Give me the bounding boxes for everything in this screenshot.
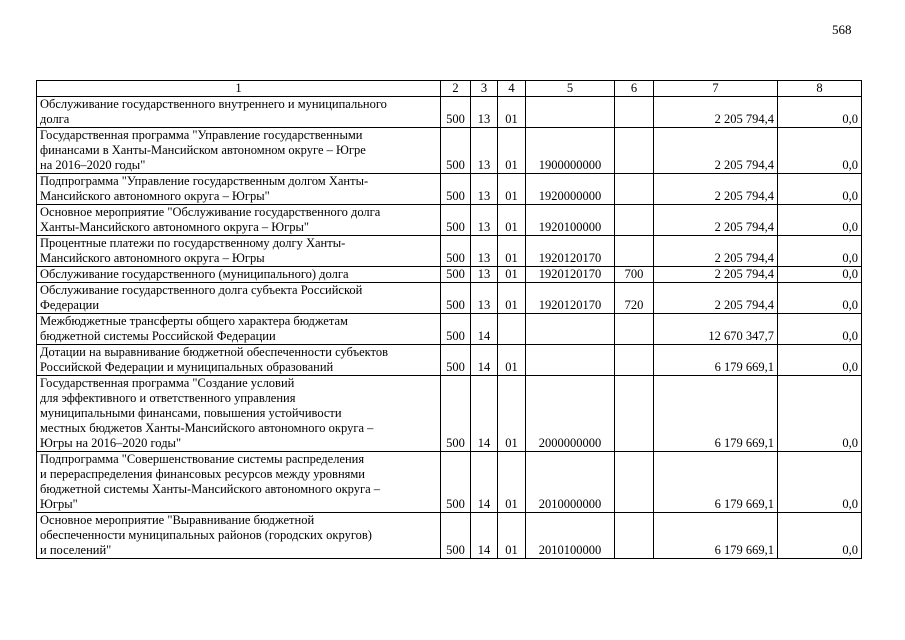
cell-code-2: 500 bbox=[441, 236, 471, 267]
col-header: 4 bbox=[498, 81, 526, 97]
cell-code-3: 13 bbox=[471, 283, 498, 314]
row-name: Основное мероприятие "Обслуживание государственного долга Ханты-Мансийского автономного округа – Югры" bbox=[37, 205, 441, 236]
row-name: Государственная программа "Создание условий для эффективного и ответственного управления муниципальными финансами, повышения устойчивости местных бюджетов Ханты-Мансийского автономного округа – Югры на 2016–2020 годы" bbox=[37, 376, 441, 452]
budget-table bbox=[36, 80, 862, 559]
cell-code-5: 1920000000 bbox=[526, 174, 615, 205]
cell-code-5: 1920120170 bbox=[526, 236, 615, 267]
cell-amount-8: 0,0 bbox=[778, 128, 862, 174]
cell-amount: 2 205 794,4 bbox=[654, 283, 778, 314]
table-row bbox=[37, 376, 862, 452]
cell-code-5: 2000000000 bbox=[526, 376, 615, 452]
row-name: Обслуживание государственного внутреннего и муниципального долга bbox=[37, 97, 441, 128]
cell-code-3: 14 bbox=[471, 314, 498, 345]
cell-code-6 bbox=[615, 97, 654, 128]
table-row bbox=[37, 345, 862, 376]
table-body bbox=[37, 97, 862, 559]
table-row bbox=[37, 128, 862, 174]
cell-code-2: 500 bbox=[441, 267, 471, 283]
cell-amount-8: 0,0 bbox=[778, 283, 862, 314]
cell-amount: 2 205 794,4 bbox=[654, 174, 778, 205]
cell-code-4: 01 bbox=[498, 128, 526, 174]
cell-code-3: 13 bbox=[471, 128, 498, 174]
cell-code-3: 14 bbox=[471, 376, 498, 452]
row-name: Межбюджетные трансферты общего характера бюджетам бюджетной системы Российской Федерации bbox=[37, 314, 441, 345]
col-header: 6 bbox=[615, 81, 654, 97]
cell-code-5: 2010100000 bbox=[526, 513, 615, 559]
table-row bbox=[37, 452, 862, 513]
col-header: 7 bbox=[654, 81, 778, 97]
cell-code-2: 500 bbox=[441, 97, 471, 128]
cell-amount: 2 205 794,4 bbox=[654, 97, 778, 128]
row-name: Процентные платежи по государственному долгу Ханты- Мансийского автономного округа – Югры bbox=[37, 236, 441, 267]
cell-code-3: 14 bbox=[471, 513, 498, 559]
col-header: 3 bbox=[471, 81, 498, 97]
cell-code-3: 13 bbox=[471, 97, 498, 128]
cell-code-6 bbox=[615, 128, 654, 174]
cell-code-2: 500 bbox=[441, 376, 471, 452]
cell-code-5 bbox=[526, 314, 615, 345]
cell-amount: 6 179 669,1 bbox=[654, 452, 778, 513]
cell-code-4: 01 bbox=[498, 267, 526, 283]
cell-code-6 bbox=[615, 236, 654, 267]
table-row bbox=[37, 97, 862, 128]
cell-code-6 bbox=[615, 345, 654, 376]
cell-amount-8: 0,0 bbox=[778, 97, 862, 128]
cell-code-2: 500 bbox=[441, 314, 471, 345]
cell-code-4: 01 bbox=[498, 376, 526, 452]
cell-amount-8: 0,0 bbox=[778, 205, 862, 236]
col-header: 5 bbox=[526, 81, 615, 97]
row-name: Основное мероприятие "Выравнивание бюджетной обеспеченности муниципальных районов (городских округов) и поселений" bbox=[37, 513, 441, 559]
cell-code-2: 500 bbox=[441, 283, 471, 314]
cell-code-4: 01 bbox=[498, 283, 526, 314]
col-header: 8 bbox=[778, 81, 862, 97]
cell-code-4: 01 bbox=[498, 174, 526, 205]
cell-code-5 bbox=[526, 97, 615, 128]
row-name: Обслуживание государственного (муниципального) долга bbox=[37, 267, 441, 283]
cell-code-6 bbox=[615, 376, 654, 452]
cell-code-3: 14 bbox=[471, 452, 498, 513]
table-row bbox=[37, 283, 862, 314]
col-header: 2 bbox=[441, 81, 471, 97]
cell-code-3: 14 bbox=[471, 345, 498, 376]
table-row bbox=[37, 236, 862, 267]
cell-code-6 bbox=[615, 452, 654, 513]
cell-code-6 bbox=[615, 174, 654, 205]
cell-amount-8: 0,0 bbox=[778, 174, 862, 205]
table-row bbox=[37, 267, 862, 283]
table-row bbox=[37, 174, 862, 205]
cell-code-3: 13 bbox=[471, 205, 498, 236]
cell-code-6 bbox=[615, 314, 654, 345]
table-row bbox=[37, 513, 862, 559]
cell-code-2: 500 bbox=[441, 205, 471, 236]
cell-code-4: 01 bbox=[498, 205, 526, 236]
cell-amount-8: 0,0 bbox=[778, 376, 862, 452]
cell-code-6 bbox=[615, 513, 654, 559]
cell-code-3: 13 bbox=[471, 236, 498, 267]
col-header: 1 bbox=[37, 81, 441, 97]
cell-amount-8: 0,0 bbox=[778, 452, 862, 513]
cell-code-5: 2010000000 bbox=[526, 452, 615, 513]
table-row bbox=[37, 205, 862, 236]
cell-code-4: 01 bbox=[498, 236, 526, 267]
cell-amount-8: 0,0 bbox=[778, 513, 862, 559]
row-name: Государственная программа "Управление государственными финансами в Ханты-Мансийском автономном округе – Югре на 2016–2020 годы" bbox=[37, 128, 441, 174]
cell-code-4: 01 bbox=[498, 452, 526, 513]
cell-code-2: 500 bbox=[441, 128, 471, 174]
cell-code-2: 500 bbox=[441, 174, 471, 205]
cell-code-2: 500 bbox=[441, 513, 471, 559]
row-name: Подпрограмма "Управление государственным долгом Ханты- Мансийского автономного округа – Югры" bbox=[37, 174, 441, 205]
cell-amount-8: 0,0 bbox=[778, 314, 862, 345]
cell-code-5: 1920120170 bbox=[526, 283, 615, 314]
cell-amount: 6 179 669,1 bbox=[654, 345, 778, 376]
cell-code-3: 13 bbox=[471, 174, 498, 205]
row-name: Обслуживание государственного долга субъекта Российской Федерации bbox=[37, 283, 441, 314]
cell-amount: 6 179 669,1 bbox=[654, 376, 778, 452]
cell-code-4: 01 bbox=[498, 345, 526, 376]
cell-amount-8: 0,0 bbox=[778, 267, 862, 283]
cell-code-6 bbox=[615, 205, 654, 236]
cell-code-5 bbox=[526, 345, 615, 376]
cell-amount: 12 670 347,7 bbox=[654, 314, 778, 345]
cell-code-4: 01 bbox=[498, 513, 526, 559]
cell-code-3: 13 bbox=[471, 267, 498, 283]
cell-amount-8: 0,0 bbox=[778, 236, 862, 267]
row-name: Дотации на выравнивание бюджетной обеспеченности субъектов Российской Федерации и муниципальных образований bbox=[37, 345, 441, 376]
cell-code-5: 1900000000 bbox=[526, 128, 615, 174]
header-row bbox=[37, 81, 862, 97]
cell-amount-8: 0,0 bbox=[778, 345, 862, 376]
cell-code-4 bbox=[498, 314, 526, 345]
row-name: Подпрограмма "Совершенствование системы распределения и перераспределения финансовых ресурсов между уровнями бюджетной системы Ханты-Мансийского автономного округа – Югры" bbox=[37, 452, 441, 513]
cell-amount: 2 205 794,4 bbox=[654, 267, 778, 283]
cell-code-5: 1920100000 bbox=[526, 205, 615, 236]
page-number: 568 bbox=[832, 22, 852, 37]
table-row bbox=[37, 314, 862, 345]
cell-code-6: 700 bbox=[615, 267, 654, 283]
cell-code-4: 01 bbox=[498, 97, 526, 128]
cell-code-2: 500 bbox=[441, 345, 471, 376]
cell-code-6: 720 bbox=[615, 283, 654, 314]
cell-amount: 2 205 794,4 bbox=[654, 128, 778, 174]
cell-code-2: 500 bbox=[441, 452, 471, 513]
cell-amount: 6 179 669,1 bbox=[654, 513, 778, 559]
cell-amount: 2 205 794,4 bbox=[654, 205, 778, 236]
cell-amount: 2 205 794,4 bbox=[654, 236, 778, 267]
cell-code-5: 1920120170 bbox=[526, 267, 615, 283]
